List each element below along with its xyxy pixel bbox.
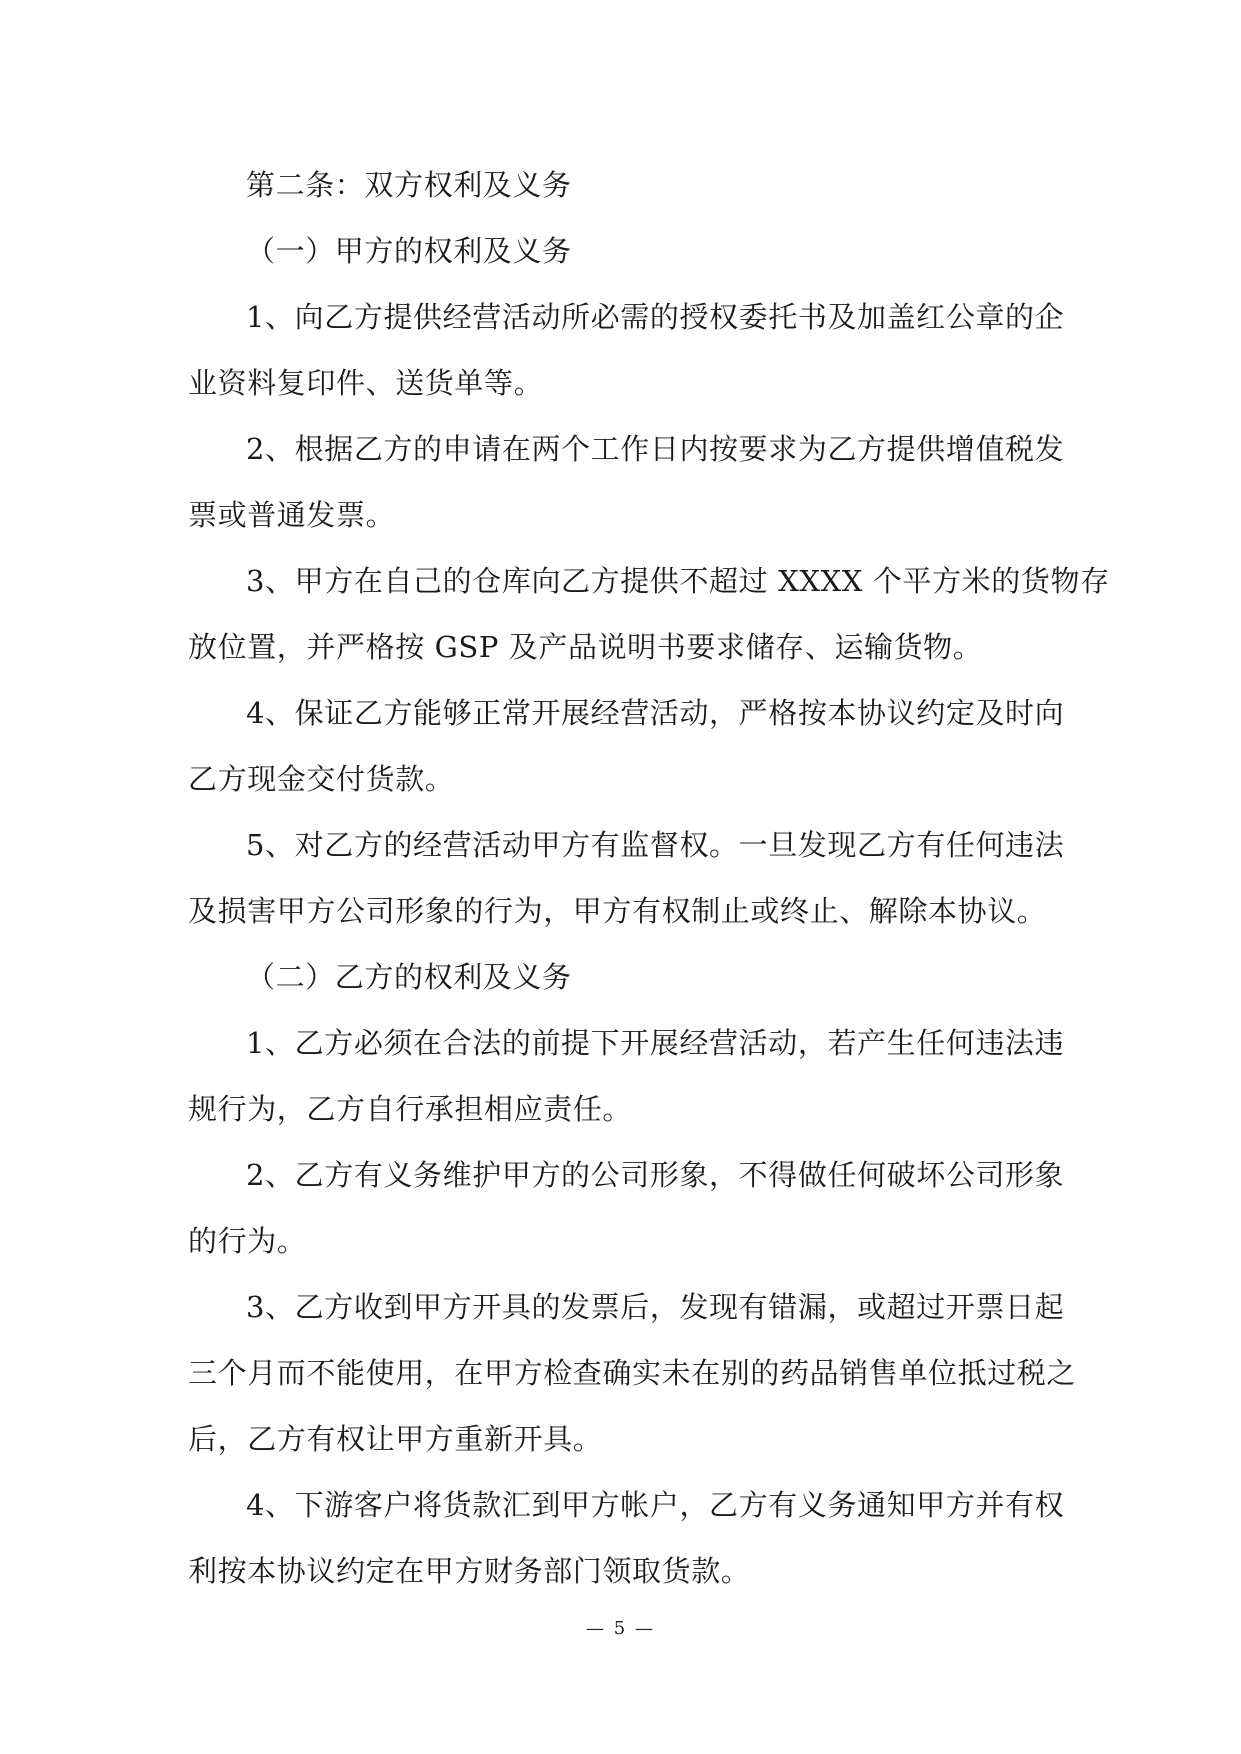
section-heading-party-a: （一）甲方的权利及义务 <box>246 234 572 268</box>
paragraph-line: 1、乙方必须在合法的前提下开展经营活动，若产生任何违法违 <box>246 1026 1065 1060</box>
section-heading-party-b: （二）乙方的权利及义务 <box>246 960 572 994</box>
paragraph-line: 2、根据乙方的申请在两个工作日内按要求为乙方提供增值税发 <box>246 432 1065 466</box>
paragraph-line: 1、向乙方提供经营活动所必需的授权委托书及加盖红公章的企 <box>246 300 1065 334</box>
paragraph-line: 4、下游客户将货款汇到甲方帐户，乙方有义务通知甲方并有权 <box>246 1488 1065 1522</box>
paragraph-line: 业资料复印件、送货单等。 <box>188 366 544 400</box>
paragraph-line: 及损害甲方公司形象的行为，甲方有权制止或终止、解除本协议。 <box>188 894 1047 928</box>
paragraph-line: 放位置，并严格按 GSP 及产品说明书要求储存、运输货物。 <box>188 630 983 664</box>
paragraph-line: 2、乙方有义务维护甲方的公司形象，不得做任何破坏公司形象 <box>246 1158 1065 1192</box>
article-heading: 第二条：双方权利及义务 <box>246 168 572 202</box>
paragraph-line: 5、对乙方的经营活动甲方有监督权。一旦发现乙方有任何违法 <box>246 828 1065 862</box>
paragraph-line: 票或普通发票。 <box>188 498 396 532</box>
paragraph-line: 4、保证乙方能够正常开展经营活动，严格按本协议约定及时向 <box>246 696 1065 730</box>
paragraph-line: 规行为，乙方自行承担相应责任。 <box>188 1092 633 1126</box>
paragraph-line: 的行为。 <box>188 1224 307 1258</box>
paragraph-line: 3、乙方收到甲方开具的发票后，发现有错漏，或超过开票日起 <box>246 1290 1065 1324</box>
document-body <box>188 152 1110 1604</box>
paragraph-line: 三个月而不能使用，在甲方检查确实未在别的药品销售单位抵过税之 <box>188 1356 1077 1390</box>
paragraph-line: 乙方现金交付货款。 <box>188 762 455 796</box>
paragraph-line: 3、甲方在自己的仓库向乙方提供不超过 XXXX 个平方米的货物存 <box>246 564 1110 598</box>
paragraph-line: 后，乙方有权让甲方重新开具。 <box>188 1422 603 1456</box>
paragraph-line: 利按本协议约定在甲方财务部门领取货款。 <box>188 1554 751 1588</box>
page-number: — 5 — <box>586 1618 655 1639</box>
